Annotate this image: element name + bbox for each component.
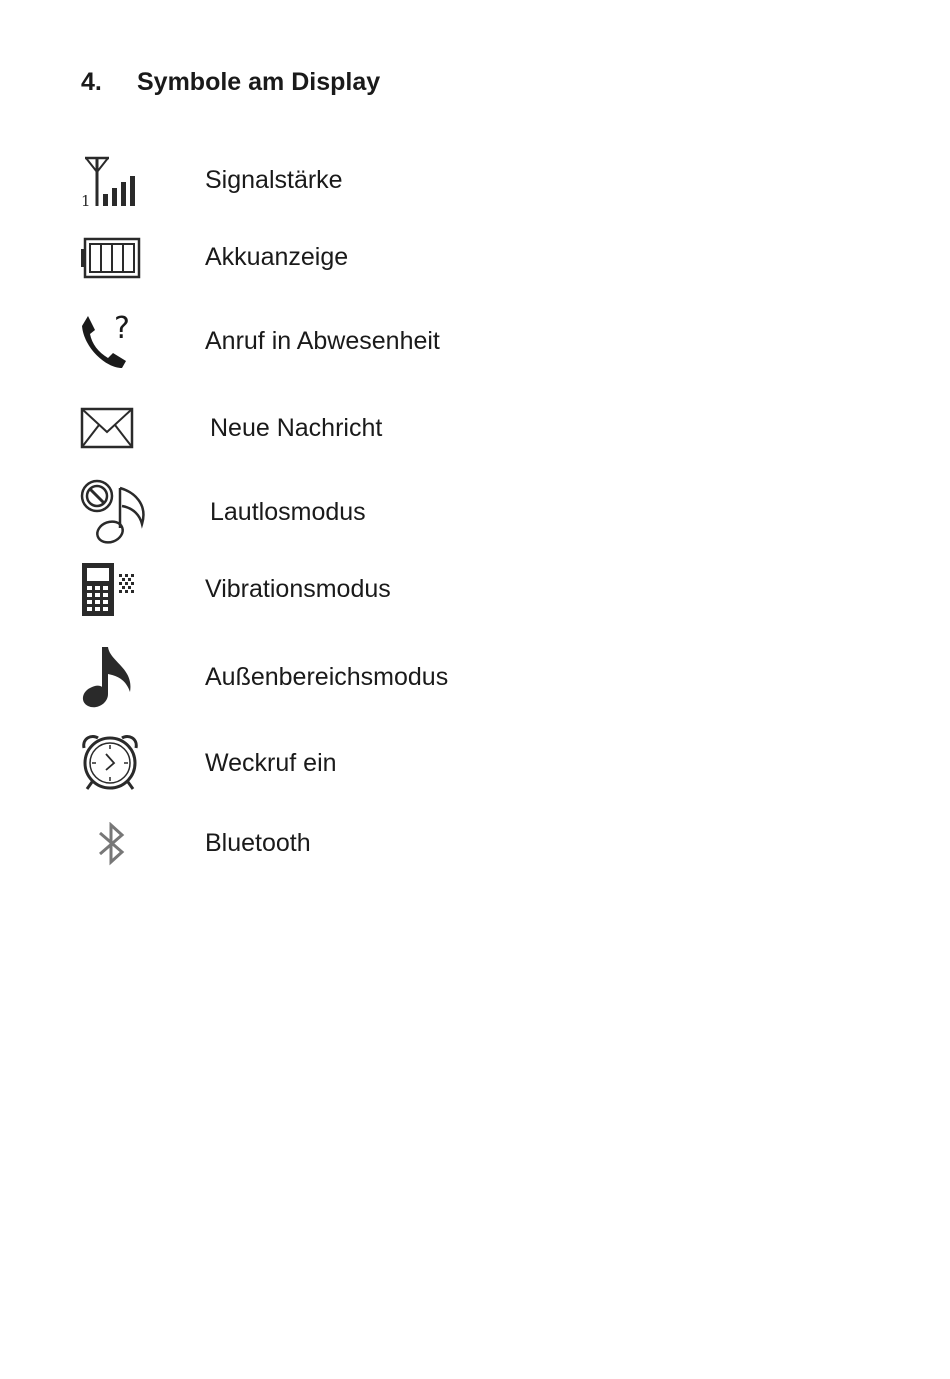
missed-call-icon (78, 310, 138, 372)
symbol-label: Akkuanzeige (205, 243, 349, 271)
symbol-label: Signalstärke (205, 166, 343, 194)
vibration-icon (78, 560, 140, 618)
signal-digit: 1 (81, 192, 91, 210)
battery-icon (78, 236, 144, 282)
symbol-label: Vibrationsmodus (205, 575, 391, 603)
section-number: 4. (81, 68, 102, 96)
symbol-label: Lautlosmodus (210, 498, 366, 526)
symbol-label: Außenbereichsmodus (205, 663, 449, 691)
symbol-label: Neue Nachricht (210, 414, 383, 442)
section-heading (81, 68, 380, 97)
section-title: Symbole am Display (137, 68, 381, 96)
envelope-icon (78, 406, 136, 450)
bluetooth-icon (78, 822, 142, 866)
symbol-label: Bluetooth (205, 829, 311, 857)
silent-mode-icon (78, 476, 150, 548)
alarm-clock-icon (78, 732, 142, 792)
signal-strength-icon (78, 154, 144, 210)
svg-text:?: ? (114, 311, 130, 346)
music-note-icon (78, 644, 136, 710)
symbol-label: Anruf in Abwesenheit (205, 327, 440, 355)
symbol-label: Weckruf ein (205, 749, 337, 777)
